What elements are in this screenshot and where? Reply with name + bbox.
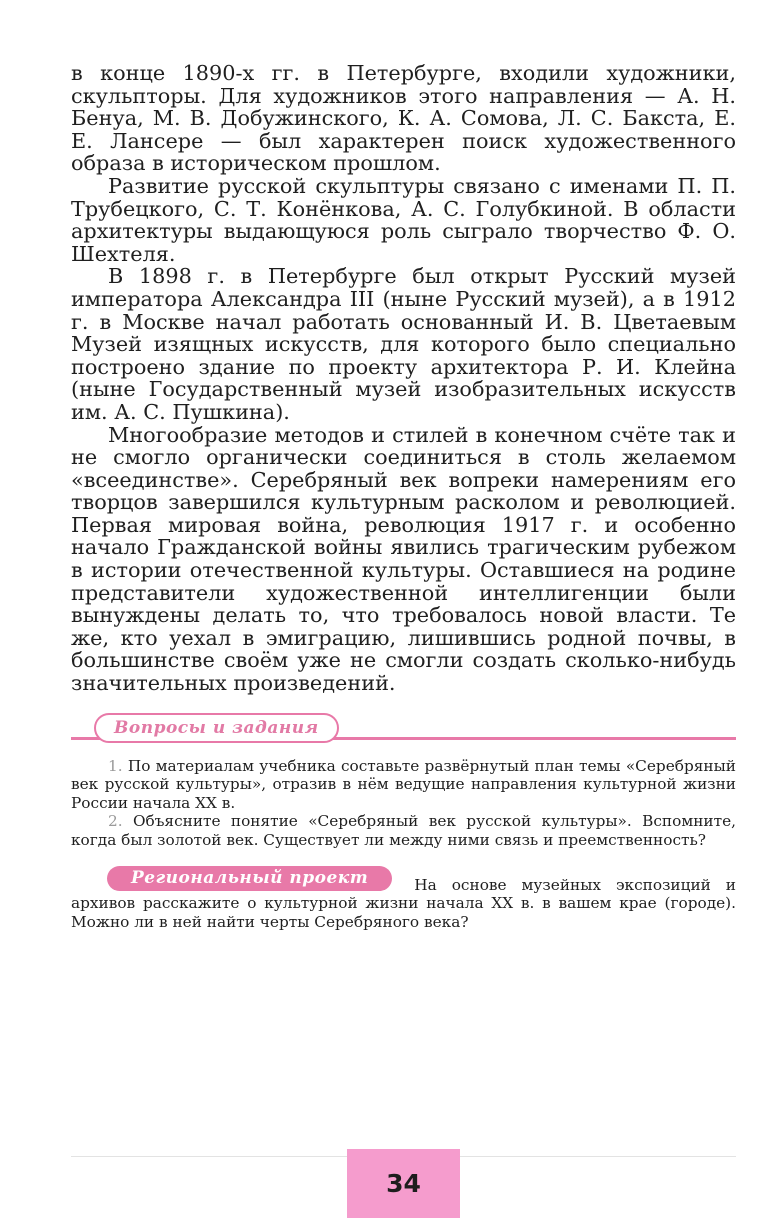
project-text: На основе музейных экспозиций и архивов расскажите о культурной жизни начала XX в. в вашем крае (городе). Можно ли в ней найти черты Серебряного века? (71, 875, 736, 931)
main-text (71, 62, 736, 695)
question-text: По материалам учебника составьте развёрнутый план темы «Серебряный век русской культуры», отразив в нём ведущие направления культурной жизни России начала XX в. (71, 756, 736, 812)
regional-project (71, 862, 736, 932)
questions-section-header (71, 713, 736, 743)
project-badge: Региональный проект (107, 866, 392, 891)
paragraph-2: Развитие русской скульптуры связано с именами П. П. Трубецкого, С. Т. Конёнкова, А. С. Голубкиной. В области архитектуры выдающуюся роль сыграло творчество Ф. О. Шехтеля. (71, 173, 736, 266)
page-number-tab (347, 1149, 460, 1218)
page-content (71, 62, 736, 931)
question-text: Объясните понятие «Серебряный век русской культуры». Вспомните, когда был золотой век. Существует ли между ними связь и преемственность? (71, 812, 736, 849)
questions-list (71, 757, 736, 850)
page-number: 34 (386, 1169, 421, 1198)
questions-heading: Вопросы и задания (94, 713, 339, 743)
question-number: 2. (108, 812, 123, 831)
paragraph-3: В 1898 г. в Петербурге был открыт Русский музей императора Александра III (ныне Русский музей), а в 1912 г. в Москве начал работать основанный И. В. Цветаевым Музей изящных искусств, для которого было специально построено здание по проекту архитектора Р. И. Клейна (ныне Государственный музей изобразительных искусств им. А. С. Пушкина). (71, 264, 736, 424)
paragraph-1: в конце 1890-х гг. в Петербурге, входили художники, скульпторы. Для художников этого направления — А. Н. Бенуа, М. В. Добужинского, К. А. Сомова, Л. С. Бакста, Е. Е. Лансере — был характерен поиск художественного образа в историческом прошлом. (71, 61, 736, 176)
question-item (71, 812, 736, 849)
paragraph-4: Многообразие методов и стилей в конечном счёте так и не смогло органически соединиться в столь желаемом «всеединстве». Серебряный век вопреки намерениям его творцов завершился культурным расколом и революцией. Первая мировая война, революция 1917 г. и особенно начало Гражданской войны явились трагическим рубежом в истории отечественной культуры. Оставшиеся на родине представители художественной интеллигенции были вынуждены делать то, что требовалось новой власти. Те же, кто уехал в эмиграцию, лишившись родной почвы, в большинстве своём уже не смогли создать сколько-нибудь значительных произведений. (71, 422, 736, 696)
question-number: 1. (108, 756, 123, 775)
question-item (71, 757, 736, 813)
